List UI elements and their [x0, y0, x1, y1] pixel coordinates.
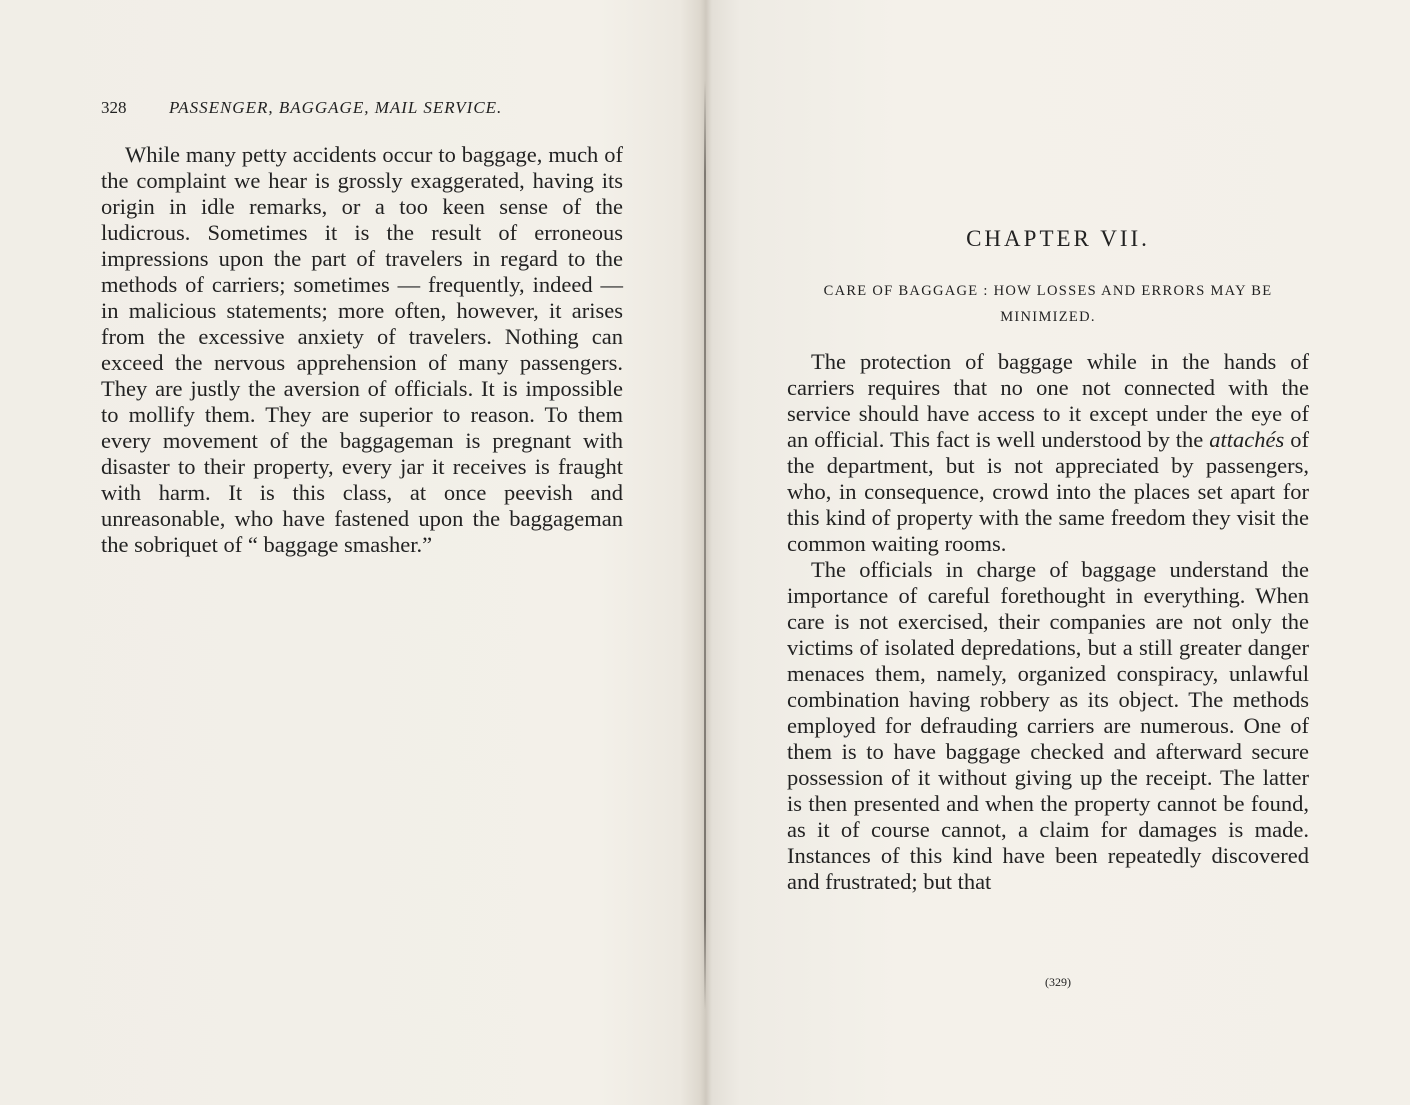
- paragraph: [787, 349, 1309, 557]
- running-title: PASSENGER, BAGGAGE, MAIL SERVICE.: [169, 98, 503, 117]
- paragraph-text: The protection of baggage while in the hands of carriers requires that no one not connected with the service should have access to it except under the eye of an official. This fact is well understood by the: [787, 349, 1309, 452]
- right-body-text: [787, 349, 1309, 895]
- right-page: [706, 0, 1410, 1105]
- page-number: 328: [101, 98, 127, 117]
- paragraph: The officials in charge of baggage understand the importance of careful forethought in everything. When care is not exercised, their companies are not only the victims of isolated depredations, but a still greater danger menaces them, namely, organized conspiracy, unlawful combination having robbery as its object. The methods employed for defrauding carriers are numerous. One of them is to have baggage checked and afterward secure possession of it without giving up the receipt. The latter is then presented and when the property cannot be found, as it of course cannot, a claim for damages is made. Instances of this kind have been repeatedly discovered and frustrated; but that: [787, 557, 1309, 894]
- folio-page-number: (329): [1045, 975, 1071, 989]
- paragraph-text: of the department, but is not appreciated by passengers, who, in consequence, crowd into the places set apart for this kind of property with the same freedom they visit the common waiting rooms.: [787, 427, 1309, 556]
- paragraph: While many petty accidents occur to baggage, much of the complaint we hear is grossly exaggerated, having its origin in idle remarks, or a too keen sense of the ludicrous. Sometimes it is the result of erroneous impressions upon the part of travelers in regard to the methods of carriers; sometimes — frequently, indeed — in malicious statements; more often, however, it arises from the excessive anxiety of travelers. Nothing can exceed the nervous apprehension of many passengers. They are justly the aversion of officials. It is impossible to mollify them. They are superior to reason. To them every movement of the baggageman is pregnant with disaster to their property, every jar it receives is fraught with harm. It is this class, at once peevish and unreasonable, who have fastened upon the baggageman the sobriquet of “ baggage smasher.”: [101, 142, 623, 557]
- chapter-title: CHAPTER VII.: [966, 226, 1150, 251]
- chapter-subtitle: CARE OF BAGGAGE : HOW LOSSES AND ERRORS MAY BE MINIMIZED.: [823, 283, 1273, 325]
- running-head: [101, 98, 625, 118]
- italic-term: attachés: [1209, 427, 1285, 452]
- left-body-text: [101, 142, 623, 558]
